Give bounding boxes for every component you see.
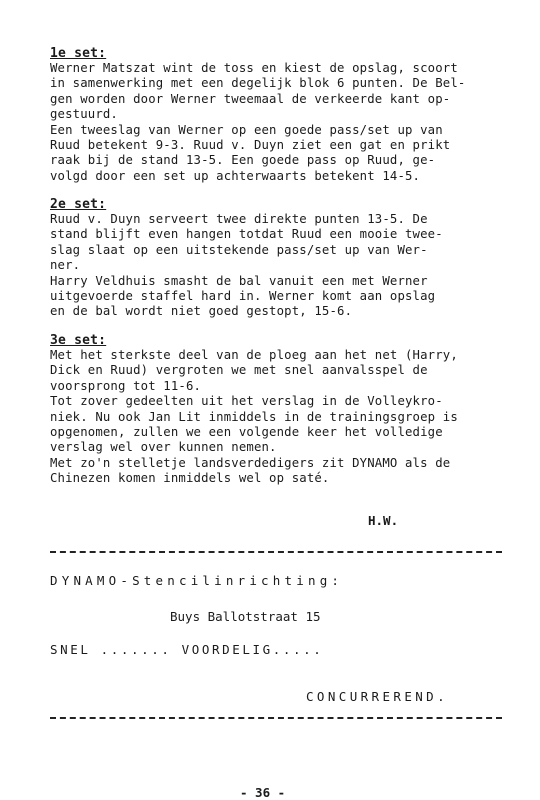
report-line: Met het sterkste deel van de ploeg aan het net (Harry, [50, 348, 458, 362]
set-2-heading: 2e set: [50, 197, 107, 212]
set-3-heading: 3e set: [50, 333, 107, 348]
report-line: volgd door een set up achterwaarts betekent 14-5. [50, 168, 421, 183]
set-2-report [50, 197, 520, 320]
page-number: - 36 - [240, 785, 286, 800]
report-line: Met zo'n stelletje landsverdedigers zit DYNAMO als de [50, 455, 451, 470]
author-signature: H.W. [368, 513, 399, 528]
report-line: Tot zover gedeelten uit het verslag in de Volleykro- [50, 394, 443, 409]
advert-address: Buys Ballotstraat 15 [170, 609, 321, 624]
report-line: en de bal wordt niet goed gestopt, 15-6. [50, 304, 353, 319]
report-line: Werner Matszat wint de toss en kiest de opslag, scoort [50, 61, 458, 75]
advert-title: DYNAMO-Stencilinrichting: [50, 573, 344, 588]
advert-slogan: SNEL ....... VOORDELIG..... [50, 642, 324, 657]
report-line: Een tweeslag van Werner op een goede pass/set up van [50, 122, 443, 137]
set-1-report [50, 46, 520, 184]
report-line: Harry Veldhuis smasht de bal vanuit een met Werner [50, 273, 428, 288]
set-1-heading: 1e set: [50, 46, 107, 61]
report-line: ner. [50, 258, 81, 273]
report-line: gen worden door Werner tweemaal de verkeerde kant op- [50, 91, 451, 106]
set-3-report [50, 333, 520, 487]
report-line: verslag wel over kunnen nemen. [50, 440, 277, 455]
report-line: voorsprong tot 11-6. [50, 378, 202, 393]
report-line: raak bij de stand 13-5. Een goede pass op Ruud, ge- [50, 153, 436, 168]
report-line: uitgevoerde staffel hard in. Werner komt aan opslag [50, 289, 436, 304]
report-line: niek. Nu ook Jan Lit inmiddels in de trainingsgroep is [50, 409, 458, 424]
report-line: gestuurd. [50, 107, 118, 122]
report-line: Chinezen komen inmiddels wel op saté. [50, 471, 330, 486]
report-line: Dick en Ruud) vergroten we met snel aanvalsspel de [50, 363, 428, 378]
report-line: slag slaat op een uitstekende pass/set up van Wer- [50, 242, 428, 257]
advert-closing: CONCURREREND. [306, 689, 449, 704]
report-line: opgenomen, zullen we een volgende keer het volledige [50, 425, 443, 440]
top-divider [50, 551, 502, 553]
report-line: stand blijft even hangen totdat Ruud een mooie twee- [50, 227, 443, 242]
bottom-divider [50, 717, 502, 719]
report-line: in samenwerking met een degelijk blok 6 punten. De Bel- [50, 76, 466, 91]
report-line: Ruud betekent 9-3. Ruud v. Duyn ziet een gat en prikt [50, 138, 451, 153]
report-line: Ruud v. Duyn serveert twee direkte punten 13-5. De [50, 212, 428, 226]
